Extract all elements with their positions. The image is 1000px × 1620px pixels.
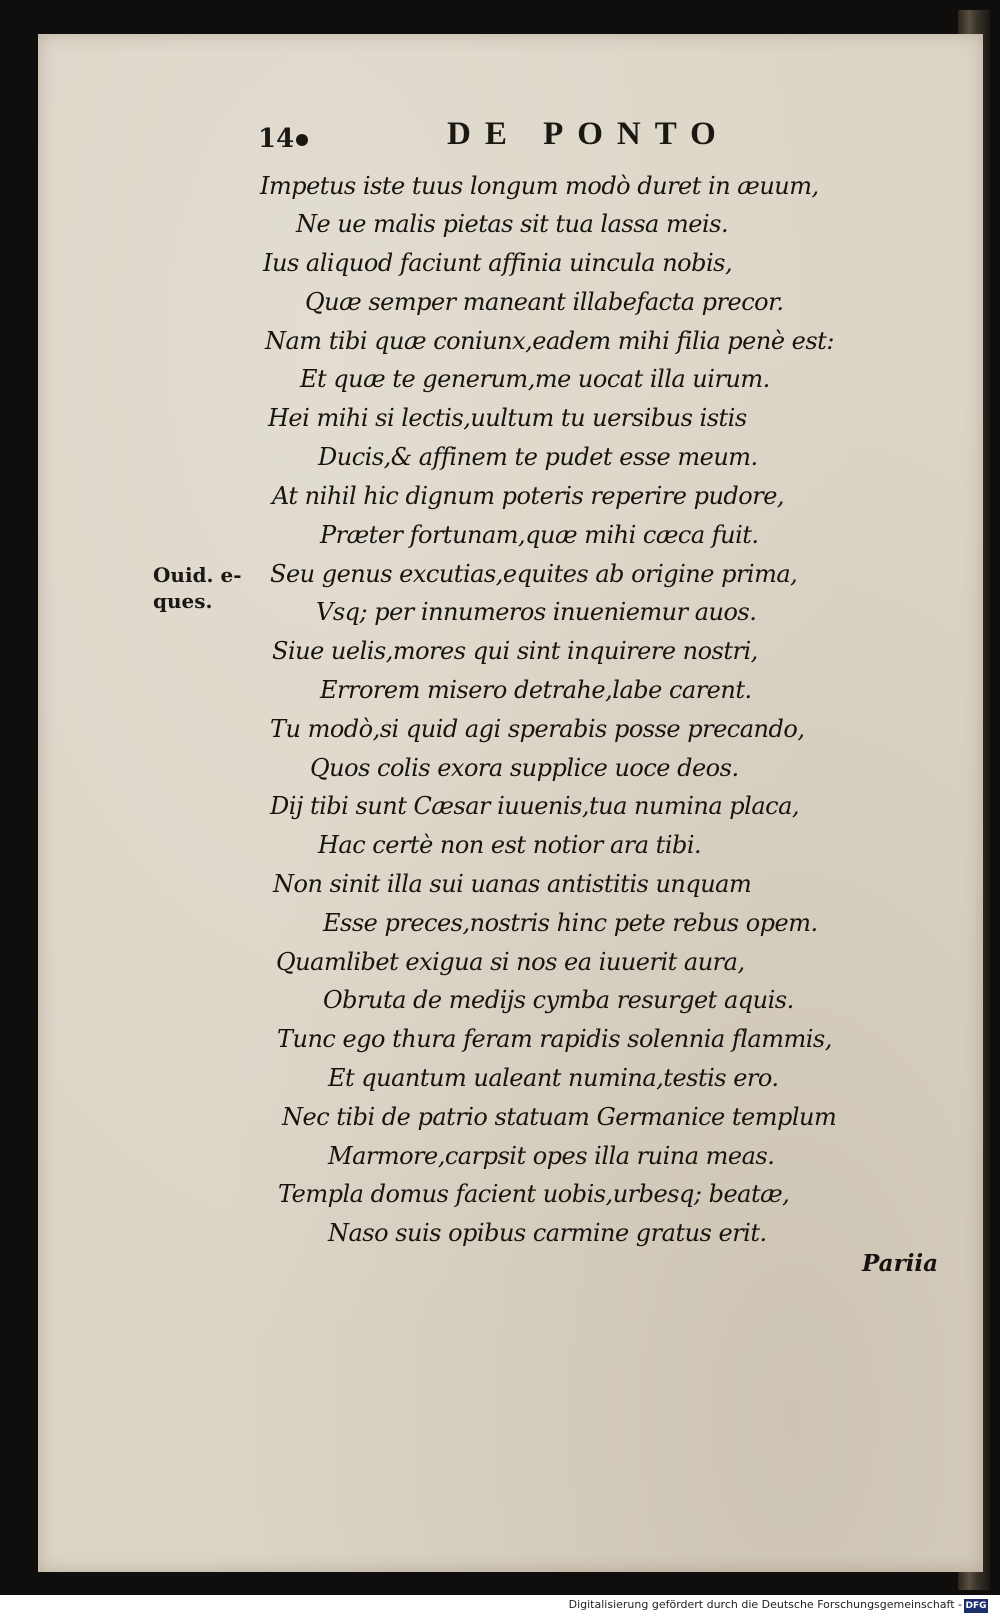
verse-line: Dij tibi sunt Cæsar iuuenis,tua numina placa, bbox=[270, 792, 800, 820]
verse-line: Quos colis exora supplice uoce deos. bbox=[310, 754, 739, 782]
verse-line: Ne ue malis pietas sit tua lassa meis. bbox=[296, 210, 729, 238]
verse-line: Siue uelis,mores qui sint inquirere nostri, bbox=[272, 637, 758, 665]
verse-line: Præter fortunam,quæ mihi cæca fuit. bbox=[320, 521, 759, 549]
verse-line: Nec tibi de patrio statuam Germanice templum bbox=[282, 1103, 837, 1131]
verse-line: Esse preces,nostris hinc pete rebus opem. bbox=[323, 909, 818, 937]
verse-line: At nihil hic dignum poteris reperire pudore, bbox=[272, 482, 785, 510]
verse-line: Errorem misero detrahe,labe carent. bbox=[320, 676, 752, 704]
margin-note bbox=[153, 562, 242, 614]
catchword: Pariia bbox=[862, 1250, 939, 1277]
verse-line: Vsq; per innumeros inueniemur auos. bbox=[316, 598, 757, 626]
verse-line: Naso suis opibus carmine gratus erit. bbox=[328, 1219, 767, 1247]
verse-line: Quamlibet exigua si nos ea iuuerit aura, bbox=[276, 948, 745, 976]
verse-line: Hei mihi si lectis,uultum tu uersibus istis bbox=[268, 404, 747, 432]
verse-line: Et quæ te generum,me uocat illa uirum. bbox=[300, 365, 770, 393]
verse-line: Nam tibi quæ coniunx,eadem mihi filia penè est: bbox=[265, 327, 834, 355]
verse-line: Quæ semper maneant illabefacta precor. bbox=[305, 288, 784, 316]
margin-note-line: ques. bbox=[153, 589, 213, 613]
verse-line: Tu modò,si quid agi sperabis posse precando, bbox=[270, 715, 805, 743]
dfg-logo: DFG bbox=[965, 1601, 987, 1611]
running-head: DE PONTO bbox=[447, 116, 730, 152]
verse-line: Obruta de medijs cymba resurget aquis. bbox=[323, 986, 794, 1014]
verse-line: Ius aliquod faciunt affinia uincula nobis, bbox=[263, 249, 733, 277]
verse-line: Tunc ego thura feram rapidis solennia flammis, bbox=[277, 1025, 832, 1053]
verse-line: Ducis,& affinem te pudet esse meum. bbox=[318, 443, 758, 471]
footer-credit: Digitalisierung gefördert durch die Deutsche Forschungsgemeinschaft - bbox=[568, 1598, 962, 1611]
verse-line: Impetus iste tuus longum modò duret in æuum, bbox=[260, 172, 819, 200]
verse-line: Non sinit illa sui uanas antistitis unquam bbox=[273, 870, 752, 898]
verse-line: Hac certè non est notior ara tibi. bbox=[318, 831, 702, 859]
verse-line: Templa domus facient uobis,urbesq; beatæ, bbox=[278, 1180, 790, 1208]
verse-line: Et quantum ualeant numina,testis ero. bbox=[328, 1064, 779, 1092]
page-number: 14 bbox=[258, 124, 308, 154]
verse-line: Seu genus excutias,equites ab origine prima, bbox=[270, 560, 798, 588]
margin-note-line: Ouid. e- bbox=[153, 563, 242, 587]
verse-line: Marmore,carpsit opes illa ruina meas. bbox=[328, 1142, 775, 1170]
